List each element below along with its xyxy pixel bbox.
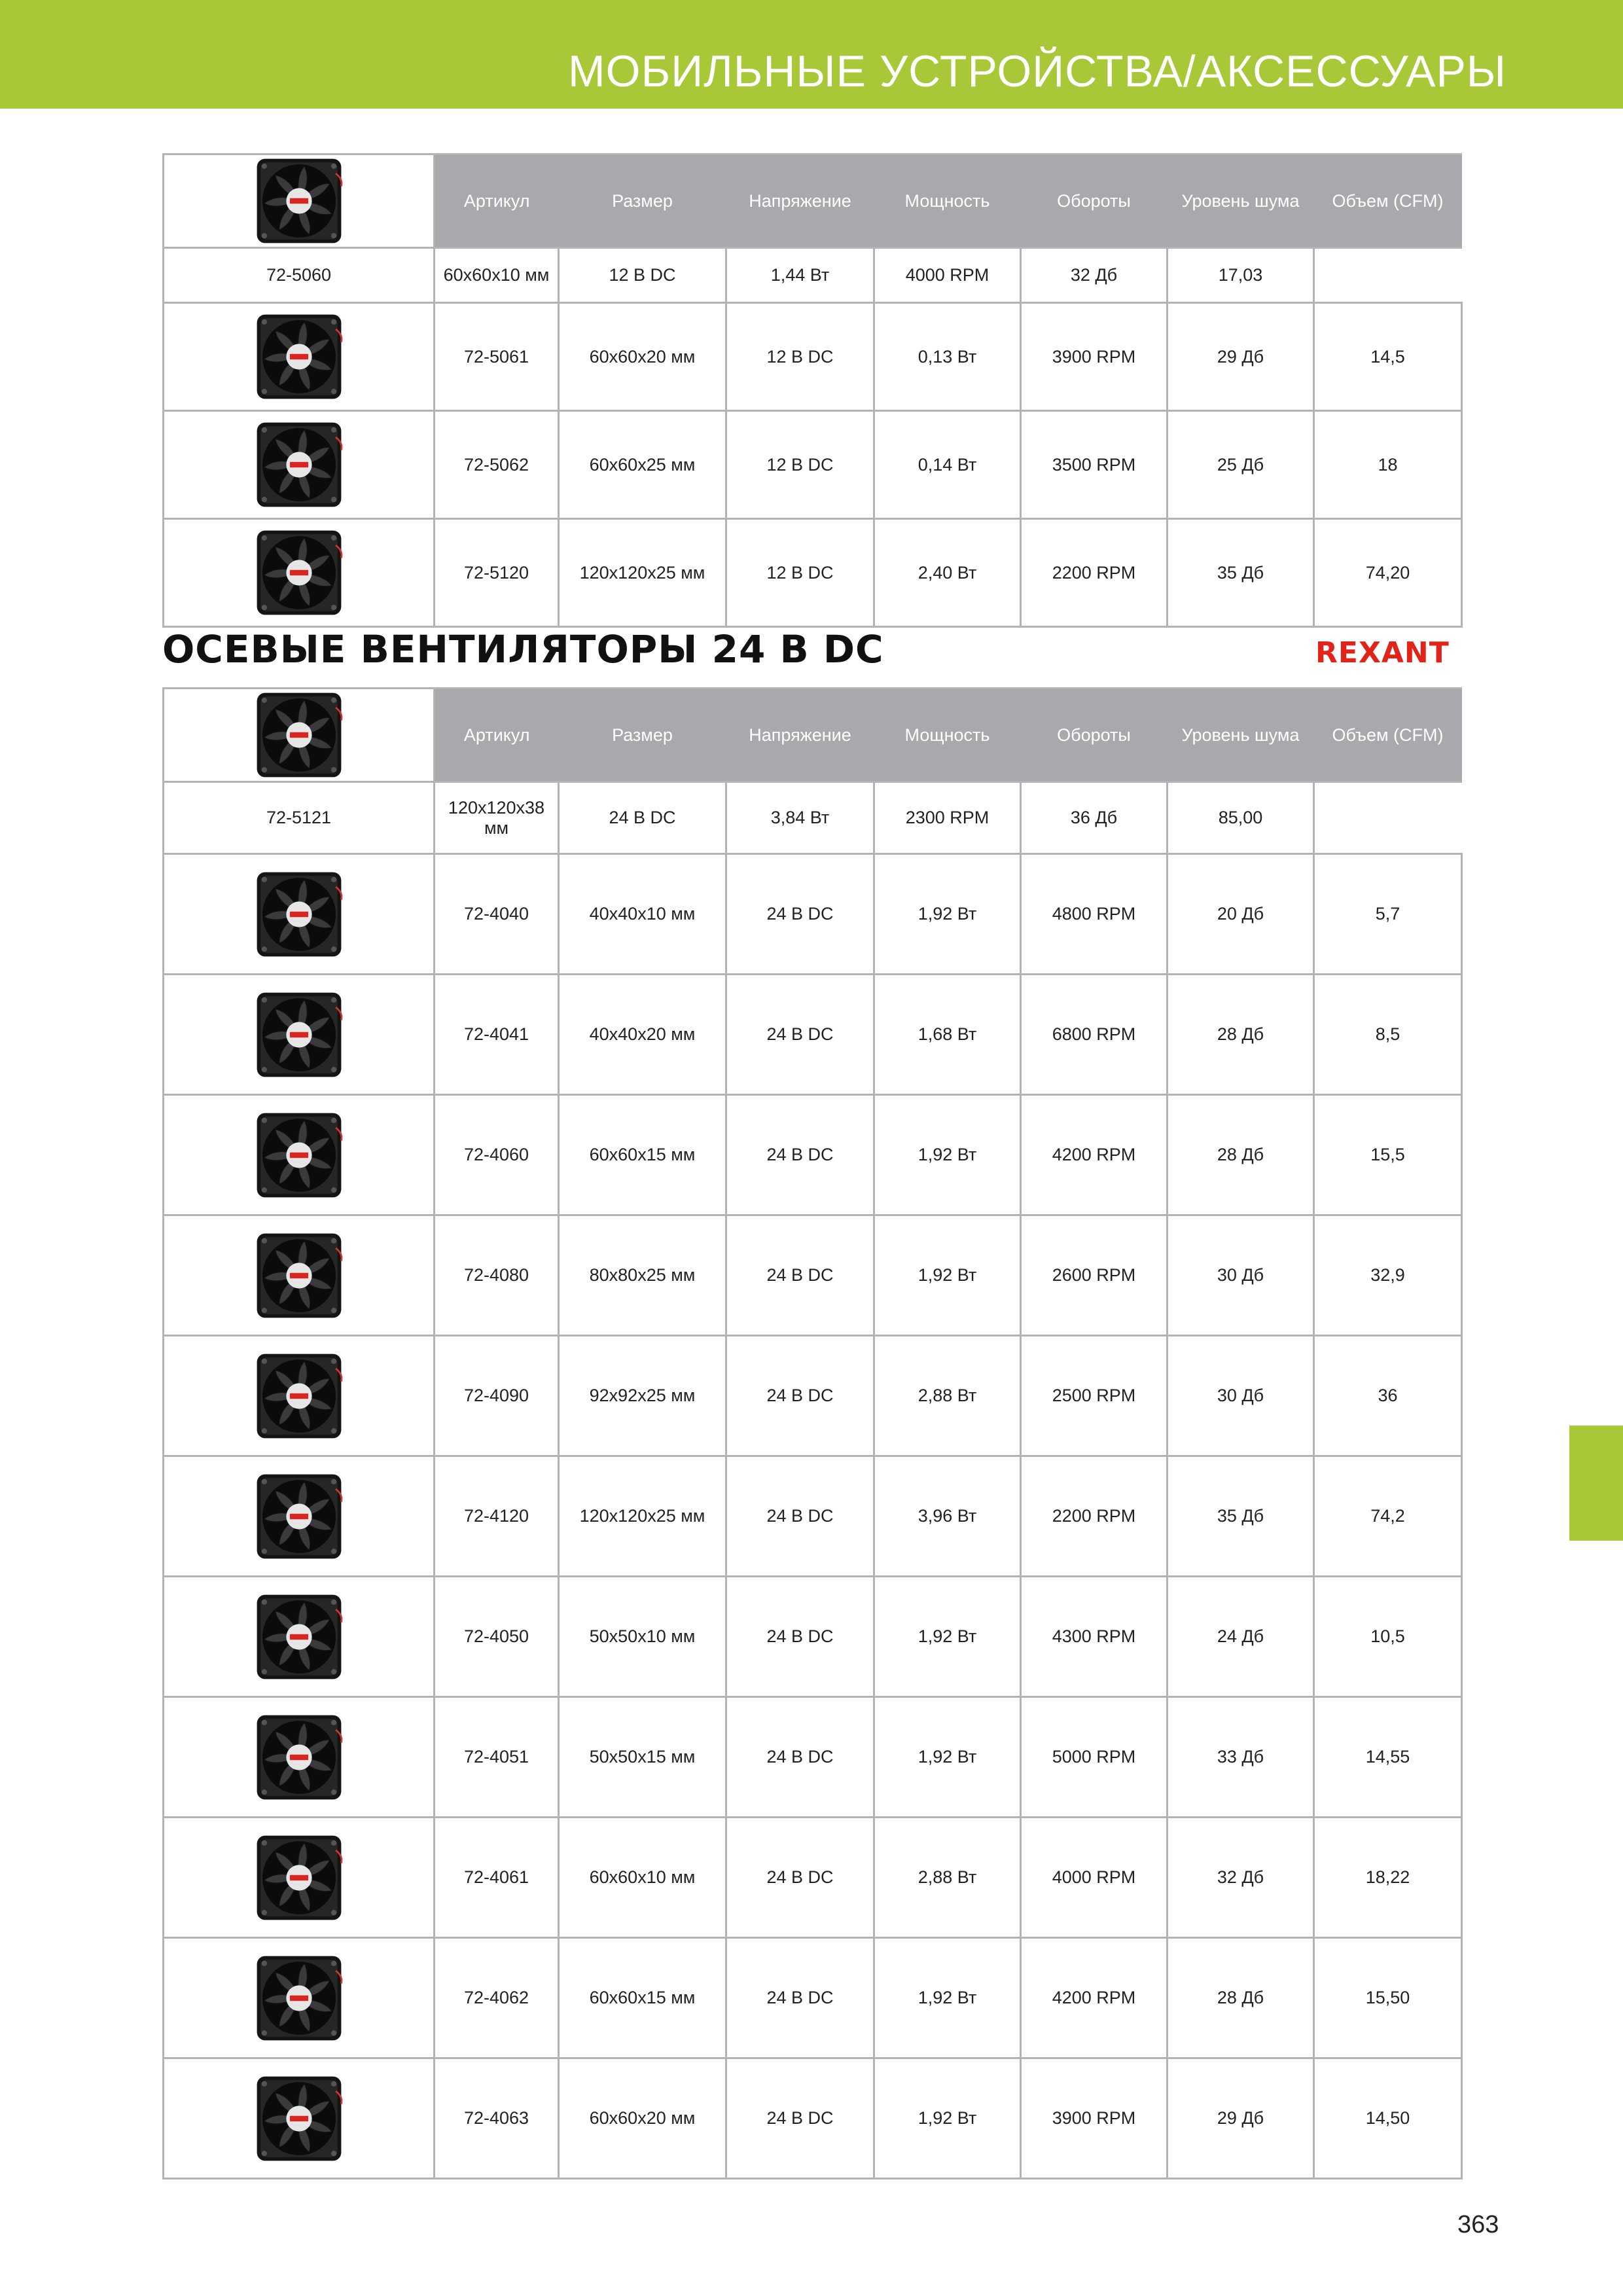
table-cell: 24 В DC (726, 1456, 874, 1577)
table-cell: 2200 RPM (1021, 1456, 1168, 1577)
table-cell: 60x60x20 мм (559, 303, 726, 411)
table-cell: 40x40x20 мм (559, 975, 726, 1095)
product-image-cell (164, 689, 435, 782)
table-cell: 29 Дб (1168, 2058, 1314, 2179)
table-cell: 72-4090 (435, 1336, 559, 1456)
table-cell: 33 Дб (1168, 1697, 1314, 1818)
fan-icon (253, 1832, 345, 1924)
table-cell: 72-4061 (435, 1818, 559, 1938)
table-cell: 74,2 (1314, 1456, 1462, 1577)
table-cell: 4200 RPM (1021, 1938, 1168, 2058)
table-cell: 72-4063 (435, 2058, 559, 2179)
fan-table-12v (162, 153, 1463, 628)
product-image-cell (164, 975, 435, 1095)
table-cell: 35 Дб (1168, 519, 1314, 627)
table-cell: 5,7 (1314, 854, 1462, 975)
table-cell: 18,22 (1314, 1818, 1462, 1938)
table-cell: 1,68 Вт (874, 975, 1021, 1095)
table-cell: 1,92 Вт (874, 1577, 1021, 1697)
table-cell: 72-4080 (435, 1215, 559, 1336)
product-image-cell (164, 1215, 435, 1336)
table-row (164, 248, 1462, 303)
table-cell: 10,5 (1314, 1577, 1462, 1697)
table-row (164, 519, 1462, 627)
table-cell: 14,5 (1314, 303, 1462, 411)
table-cell: 60x60x10 мм (559, 1818, 726, 1938)
table-cell: 32 Дб (1168, 1818, 1314, 1938)
table-cell: 20 Дб (1168, 854, 1314, 975)
product-image-cell (164, 411, 435, 519)
product-image-cell (164, 2058, 435, 2179)
column-header: Мощность (874, 689, 1021, 782)
table-row (164, 1215, 1462, 1336)
fan-icon (253, 1109, 345, 1201)
table-row (164, 1697, 1462, 1818)
table-row (164, 1938, 1462, 2058)
product-image-cell (164, 1697, 435, 1818)
table-cell: 35 Дб (1168, 1456, 1314, 1577)
table-cell: 3900 RPM (1021, 303, 1168, 411)
table-cell: 60x60x10 мм (435, 248, 559, 303)
table-cell: 0,14 Вт (874, 411, 1021, 519)
table-cell: 4800 RPM (1021, 854, 1168, 975)
fan-icon (253, 1591, 345, 1683)
table-cell: 74,20 (1314, 519, 1462, 627)
side-tab (1569, 1426, 1623, 1541)
section-title: ОСЕВЫЕ ВЕНТИЛЯТОРЫ 24 В DC (162, 627, 884, 672)
table-cell: 72-5062 (435, 411, 559, 519)
table-cell: 24 В DC (726, 2058, 874, 2179)
fan-icon (253, 1712, 345, 1803)
table-cell: 1,92 Вт (874, 1697, 1021, 1818)
table-cell: 60x60x15 мм (559, 1095, 726, 1215)
table-cell: 3,96 Вт (874, 1456, 1021, 1577)
table-cell: 72-4040 (435, 854, 559, 975)
table-cell: 85,00 (1168, 782, 1314, 854)
product-image-cell (164, 1818, 435, 1938)
table-cell: 60x60x25 мм (559, 411, 726, 519)
table-cell: 24 В DC (726, 1336, 874, 1456)
column-header: Уровень шума (1168, 154, 1314, 248)
table-cell: 6800 RPM (1021, 975, 1168, 1095)
table-cell: 17,03 (1168, 248, 1314, 303)
table-cell: 29 Дб (1168, 303, 1314, 411)
fan-icon (253, 1350, 345, 1442)
table-header-row (164, 154, 1462, 248)
column-header: Размер (559, 689, 726, 782)
table-cell: 72-4120 (435, 1456, 559, 1577)
table-cell: 18 (1314, 411, 1462, 519)
table-cell: 36 (1314, 1336, 1462, 1456)
table-cell: 12 В DC (559, 248, 726, 303)
table-cell: 24 В DC (726, 1215, 874, 1336)
table-row (164, 1577, 1462, 1697)
table-cell: 2,88 Вт (874, 1336, 1021, 1456)
table-cell: 72-5121 (164, 782, 435, 854)
table-cell: 24 В DC (726, 1577, 874, 1697)
product-image-cell (164, 303, 435, 411)
table-cell: 12 В DC (726, 411, 874, 519)
table-row (164, 1336, 1462, 1456)
table-cell: 24 В DC (559, 782, 726, 854)
product-image-cell (164, 1938, 435, 2058)
table-cell: 24 В DC (726, 1818, 874, 1938)
table-cell: 24 Дб (1168, 1577, 1314, 1697)
table-cell: 5000 RPM (1021, 1697, 1168, 1818)
table-cell: 80x80x25 мм (559, 1215, 726, 1336)
table-cell: 1,92 Вт (874, 1095, 1021, 1215)
table-cell: 15,50 (1314, 1938, 1462, 2058)
table-cell: 28 Дб (1168, 975, 1314, 1095)
table-cell: 72-4060 (435, 1095, 559, 1215)
table-cell: 24 В DC (726, 854, 874, 975)
column-header: Артикул (435, 154, 559, 248)
table-cell: 28 Дб (1168, 1938, 1314, 2058)
column-header: Обороты (1021, 154, 1168, 248)
table-cell: 28 Дб (1168, 1095, 1314, 1215)
table-cell: 25 Дб (1168, 411, 1314, 519)
table-cell: 24 В DC (726, 1697, 874, 1818)
banner-title: МОБИЛЬНЫЕ УСТРОЙСТВА/АКСЕССУАРЫ (568, 46, 1507, 96)
fan-icon (253, 311, 345, 403)
product-image-cell (164, 519, 435, 627)
table-row (164, 411, 1462, 519)
fan-icon (253, 989, 345, 1081)
table-cell: 24 В DC (726, 975, 874, 1095)
column-header: Объем (CFM) (1314, 154, 1462, 248)
table-cell: 50x50x10 мм (559, 1577, 726, 1697)
table-cell: 4200 RPM (1021, 1095, 1168, 1215)
table-row (164, 782, 1462, 854)
fan-icon (253, 1952, 345, 2044)
table-cell: 40x40x10 мм (559, 854, 726, 975)
table-row (164, 854, 1462, 975)
fan-icon (253, 1471, 345, 1562)
table-cell: 72-4050 (435, 1577, 559, 1697)
table-cell: 24 В DC (726, 1095, 874, 1215)
table-cell: 12 В DC (726, 303, 874, 411)
fan-table-24v (162, 687, 1463, 2179)
table-cell: 120x120x25 мм (559, 1456, 726, 1577)
table-row (164, 303, 1462, 411)
table-cell: 30 Дб (1168, 1336, 1314, 1456)
column-header: Размер (559, 154, 726, 248)
table-cell: 1,44 Вт (726, 248, 874, 303)
column-header: Объем (CFM) (1314, 689, 1462, 782)
product-image-cell (164, 1577, 435, 1697)
column-header: Мощность (874, 154, 1021, 248)
table-cell: 4300 RPM (1021, 1577, 1168, 1697)
table-cell: 2300 RPM (874, 782, 1021, 854)
table-cell: 2,88 Вт (874, 1818, 1021, 1938)
table-cell: 32,9 (1314, 1215, 1462, 1336)
table-row (164, 1818, 1462, 1938)
brand-logo: REXANT (1315, 636, 1450, 670)
table-cell: 4000 RPM (1021, 1818, 1168, 1938)
table-cell: 72-4041 (435, 975, 559, 1095)
table-cell: 8,5 (1314, 975, 1462, 1095)
table-cell: 2200 RPM (1021, 519, 1168, 627)
table-cell: 36 Дб (1021, 782, 1168, 854)
product-image-cell (164, 154, 435, 248)
table-header-row (164, 689, 1462, 782)
fan-icon (253, 2073, 345, 2164)
table-cell: 72-5120 (435, 519, 559, 627)
column-header: Напряжение (726, 154, 874, 248)
table-cell: 60x60x15 мм (559, 1938, 726, 2058)
table-cell: 1,92 Вт (874, 854, 1021, 975)
table-cell: 72-5061 (435, 303, 559, 411)
product-image-cell (164, 1095, 435, 1215)
fan-icon (253, 527, 345, 619)
table-cell: 1,92 Вт (874, 1215, 1021, 1336)
table-cell: 60x60x20 мм (559, 2058, 726, 2179)
table-cell: 120x120x38 мм (435, 782, 559, 854)
table-cell: 1,92 Вт (874, 1938, 1021, 2058)
table-cell: 72-5060 (164, 248, 435, 303)
column-header: Артикул (435, 689, 559, 782)
table-row (164, 2058, 1462, 2179)
page-number: 363 (1457, 2211, 1499, 2238)
table-cell: 2600 RPM (1021, 1215, 1168, 1336)
table-cell: 32 Дб (1021, 248, 1168, 303)
table-cell: 14,50 (1314, 2058, 1462, 2179)
table-row (164, 1456, 1462, 1577)
table-cell: 3900 RPM (1021, 2058, 1168, 2179)
product-image-cell (164, 1336, 435, 1456)
column-header: Напряжение (726, 689, 874, 782)
table-cell: 14,55 (1314, 1697, 1462, 1818)
fan-icon (253, 419, 345, 511)
table-cell: 24 В DC (726, 1938, 874, 2058)
column-header: Уровень шума (1168, 689, 1314, 782)
table-cell: 50x50x15 мм (559, 1697, 726, 1818)
table-row (164, 1095, 1462, 1215)
table-cell: 15,5 (1314, 1095, 1462, 1215)
product-image-cell (164, 1456, 435, 1577)
table-cell: 12 В DC (726, 519, 874, 627)
table-cell: 4000 RPM (874, 248, 1021, 303)
table-row (164, 975, 1462, 1095)
top-banner (0, 0, 1623, 109)
fan-icon (253, 155, 345, 247)
fan-icon (253, 1230, 345, 1321)
table-cell: 1,92 Вт (874, 2058, 1021, 2179)
table-cell: 120x120x25 мм (559, 519, 726, 627)
column-header: Обороты (1021, 689, 1168, 782)
table-cell: 3,84 Вт (726, 782, 874, 854)
table-cell: 3500 RPM (1021, 411, 1168, 519)
table-cell: 2,40 Вт (874, 519, 1021, 627)
table-cell: 0,13 Вт (874, 303, 1021, 411)
table-cell: 30 Дб (1168, 1215, 1314, 1336)
product-image-cell (164, 854, 435, 975)
table-cell: 2500 RPM (1021, 1336, 1168, 1456)
table-cell: 92x92x25 мм (559, 1336, 726, 1456)
fan-icon (253, 689, 345, 781)
table-cell: 72-4051 (435, 1697, 559, 1818)
fan-icon (253, 869, 345, 960)
table-cell: 72-4062 (435, 1938, 559, 2058)
